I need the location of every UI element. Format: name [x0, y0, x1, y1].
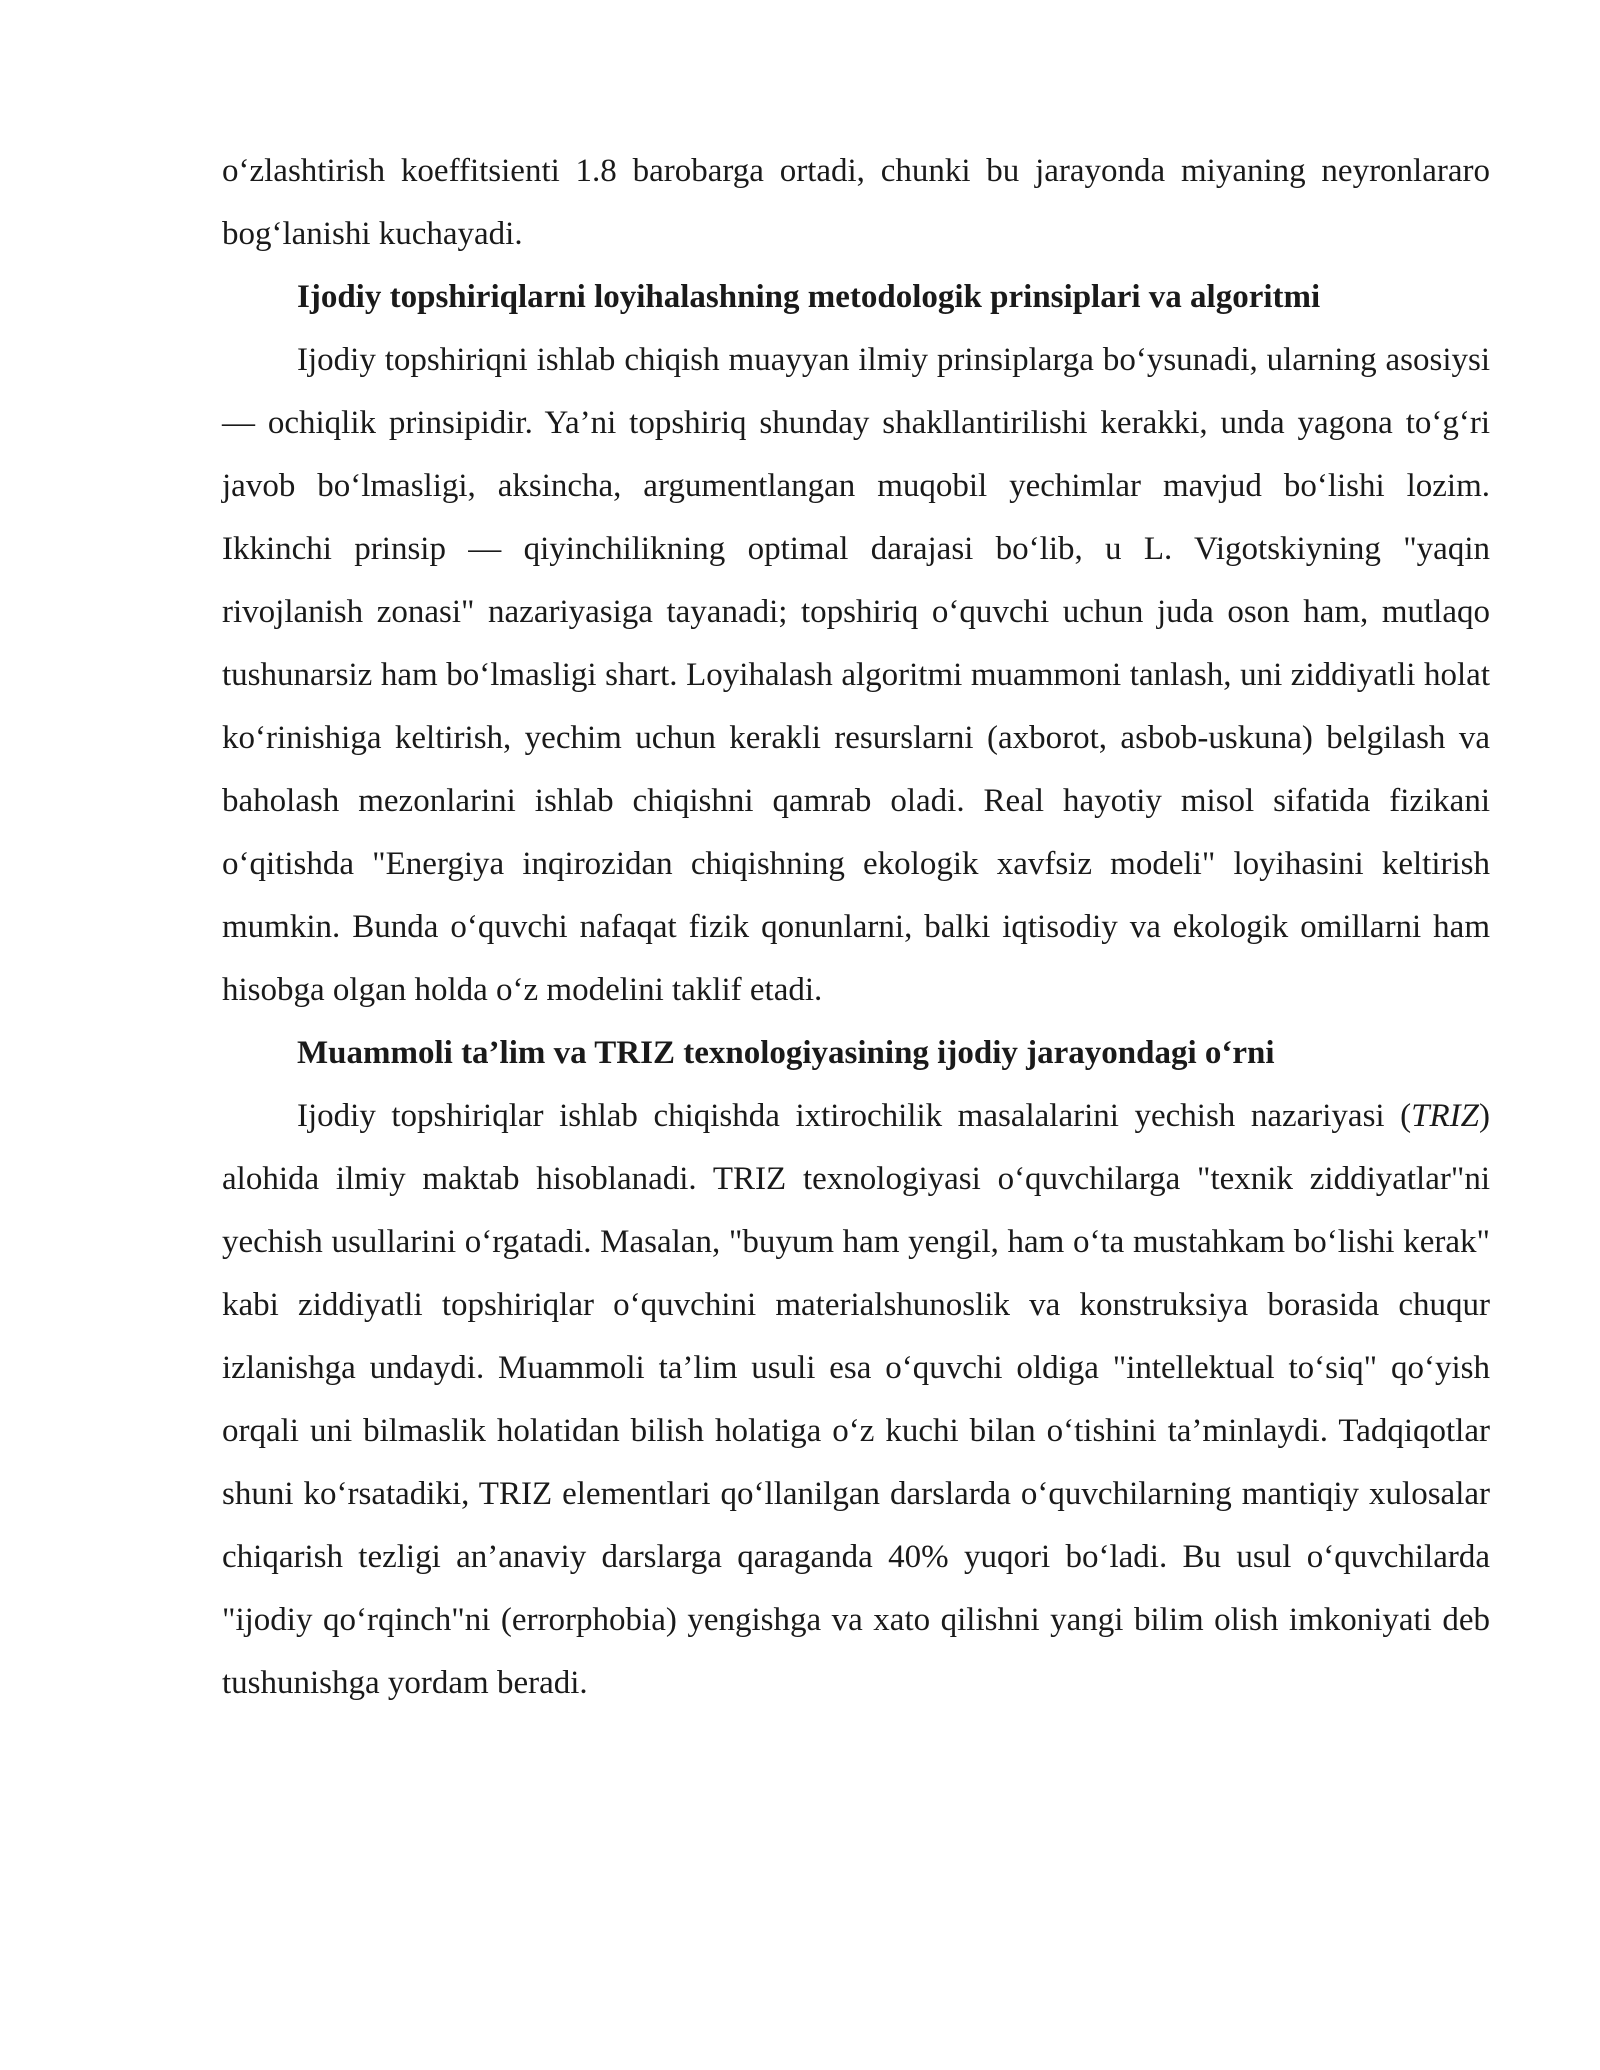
paragraph-triz-start: Ijodiy topshiriqlar ishlab chiqishda ixtirochilik masalalarini yechish nazariyasi ( — [297, 1098, 1412, 1134]
document-page — [222, 140, 1490, 1715]
continuation-paragraph: o‘zlashtirish koeffitsienti 1.8 barobarga ortadi, chunki bu jarayonda miyaning neyronlararo bog‘lanishi kuchayadi. — [222, 153, 1490, 252]
section-heading-methodology: Ijodiy topshiriqlarni loyihalashning metodologik prinsiplari va algoritmi — [297, 279, 1321, 315]
paragraph-triz-rest: ) alohida ilmiy maktab hisoblanadi. TRIZ texnologiyasi o‘quvchilarga "texnik ziddiyatlar"ni yechish usullarini o‘rgatadi. Masalan, "buyum ham yengil, ham o‘ta mustahkam bo‘lishi kerak" kabi ziddiyatli topshiriqlar o‘quvchini materialshunoslik va konstruksiya borasida chuqur izlanishga undaydi. Muammoli ta’lim usuli esa o‘quvchi oldiga "intellektual to‘siq" qo‘yish orqali uni bilmaslik holatidan bilish holatiga o‘z kuchi bilan o‘tishini ta’minlaydi. Tadqiqotlar shuni ko‘rsatadiki, TRIZ elementlari qo‘llanilgan darslarda o‘quvchilarning mantiqiy xulosalar chiqarish tezligi an’anaviy darslarga qaraganda 40% yuqori bo‘ladi. Bu usul o‘quvchilarda "ijodiy qo‘rqinch"ni (errorphobia) yengishga va xato qilishni yangi bilim olish imkoniyati deb tushunishga yordam beradi. — [222, 1098, 1490, 1701]
paragraph-triz-italic-term: TRIZ — [1411, 1098, 1479, 1134]
paragraph-methodology: Ijodiy topshiriqni ishlab chiqish muayyan ilmiy prinsiplarga bo‘ysunadi, ularning asosiysi — ochiqlik prinsipidir. Ya’ni topshiriq shunday shakllantirilishi kerakki, unda yagona to‘g‘ri javob bo‘lmasligi, aksincha, argumentlangan muqobil yechimlar mavjud bo‘lishi lozim. Ikkinchi prinsip — qiyinchilikning optimal darajasi bo‘lib, u L. Vigotskiyning "yaqin rivojlanish zonasi" nazariyasiga tayanadi; topshiriq o‘quvchi uchun juda oson ham, mutlaqo tushunarsiz ham bo‘lmasligi shart. Loyihalash algoritmi muammoni tanlash, uni ziddiyatli holat ko‘rinishiga keltirish, yechim uchun kerakli resurslarni (axborot, asbob-uskuna) belgilash va baholash mezonlarini ishlab chiqishni qamrab oladi. Real hayotiy misol sifatida fizikani o‘qitishda "Energiya inqirozidan chiqishning ekologik xavfsiz modeli" loyihasini keltirish mumkin. Bunda o‘quvchi nafaqat fizik qonunlarni, balki iqtisodiy va ekologik omillarni ham hisobga olgan holda o‘z modelini taklif etadi. — [222, 342, 1490, 1008]
paragraph-triz — [222, 1085, 1490, 1715]
section-heading-triz: Muammoli ta’lim va TRIZ texnologiyasining ijodiy jarayondagi o‘rni — [297, 1035, 1275, 1071]
